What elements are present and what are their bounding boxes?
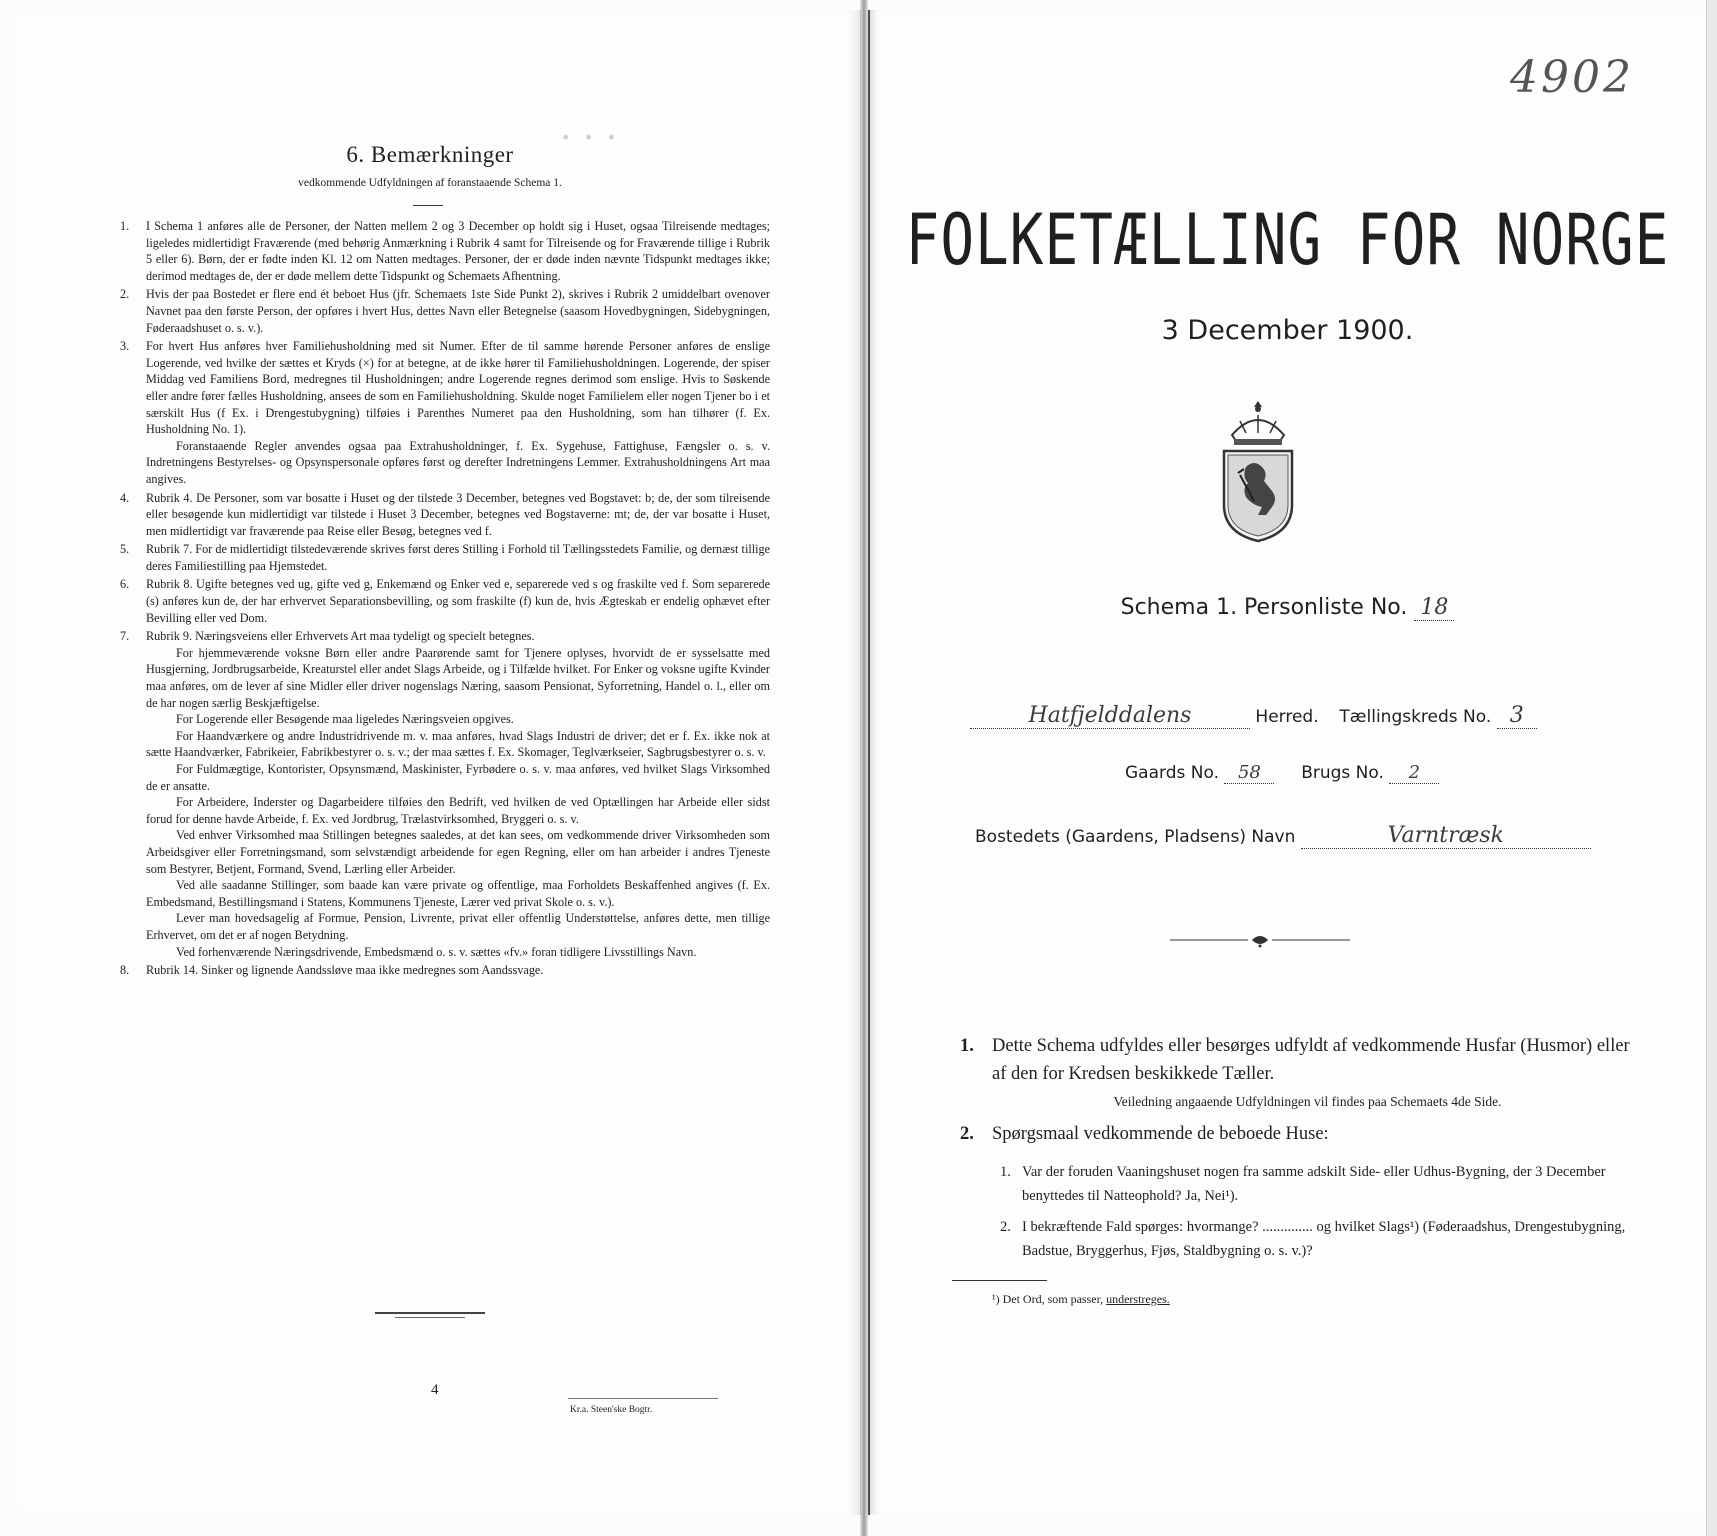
title-divider bbox=[413, 205, 443, 206]
remark-number: 6. bbox=[120, 577, 130, 592]
bleed-through-text: · · · bbox=[560, 118, 618, 159]
remark-paragraph: Lever man hovedsagelig af Formue, Pension, Livrente, privat eller offentlig Understøttelse, anføres dette, men tillige Erhvervet, om det er af nogen Betydning. bbox=[146, 911, 770, 942]
remark-number: 3. bbox=[120, 339, 130, 354]
bosted-value: Varntræsk bbox=[1301, 823, 1591, 849]
remark-number: 7. bbox=[120, 629, 130, 644]
remark-item bbox=[120, 286, 770, 336]
archive-number: 4902 bbox=[1510, 52, 1634, 103]
instruction-1-text: Dette Schema udfyldes eller besørges udfyldt af vedkommende Husfar (Husmor) eller af den for Kredsen beskikkede Tæller. bbox=[992, 1036, 1630, 1084]
remark-number: 5. bbox=[120, 542, 130, 557]
remark-number: 1. bbox=[120, 219, 130, 233]
question-1-number: 1. bbox=[1000, 1164, 1011, 1180]
herred-value: Hatfjelddalens bbox=[970, 703, 1250, 729]
footnote-prefix: ¹) Det Ord, som passer, bbox=[992, 1292, 1104, 1306]
remarks-subtitle: vedkommende Udfyldningen af foranstaaende Schema 1. bbox=[298, 177, 562, 189]
schema-label: Schema 1. Personliste No. bbox=[1120, 595, 1408, 620]
end-rule-thin bbox=[395, 1317, 465, 1318]
footnote-underlined: understreges. bbox=[1106, 1292, 1170, 1306]
brugs-value: 2 bbox=[1389, 762, 1439, 784]
end-rule bbox=[375, 1312, 485, 1314]
instruction-2-number: 2. bbox=[960, 1124, 974, 1144]
remark-item bbox=[120, 962, 770, 979]
question-1-text: Var der foruden Vaaningshuset nogen fra samme adskilt Side- eller Udhus-Bygning, der 3 December benyttedes til Natteophold? Ja, Nei¹). bbox=[1022, 1164, 1606, 1204]
remark-number: 4. bbox=[120, 490, 130, 505]
instruction-1 bbox=[960, 1032, 1640, 1088]
left-page bbox=[20, 10, 861, 1515]
ornament-divider-icon bbox=[1170, 933, 1350, 949]
remark-paragraph: For Fuldmægtige, Kontorister, Opsynsmænd, Maskinister, Fyrbødere o. s. v. maa anføres, ved hvilket Slags Virksomhed de er ansatte. bbox=[146, 762, 770, 793]
personliste-number: 18 bbox=[1414, 595, 1454, 621]
remark-paragraph: Ved forhenværende Næringsdrivende, Embedsmænd o. s. v. sættes «fv.» foran tidligere Livsstillings Navn. bbox=[176, 944, 697, 959]
page-edge bbox=[1706, 0, 1717, 1536]
remark-paragraph: Rubrik 8. Ugifte betegnes ved ug, gifte ved g, Enkemænd og Enker ved e, separerede ved s og fraskilte ved f. Som separerede (s) anføres kun de, der har erhvervet Separationsbevilling, og som fraskilte (f) kun de, hvis Ægteskab er endelig ophævet efter Bevilling eller ved Dom. bbox=[146, 577, 770, 625]
coat-of-arms-icon bbox=[1210, 395, 1306, 545]
remark-paragraph: For Arbeidere, Inderster og Dagarbeidere tilføies den Bedrift, ved hvilken de ved Optællingen har Arbeide eller sidst forud for denne havde Arbeide, f. Ex. ved Jordbrug, Trælastvirksomhed, Bryggeri o. s. v. bbox=[146, 795, 770, 826]
remark-paragraph: For Logerende eller Besøgende maa ligeledes Næringsveien opgives. bbox=[176, 712, 514, 727]
printer-imprint: Kr.a. Steen'ske Bogtr. bbox=[570, 1405, 653, 1415]
remarks-list bbox=[120, 218, 770, 981]
remark-item bbox=[120, 218, 770, 284]
remark-paragraph: For hjemmeværende voksne Børn eller andre Paarørende samt for Tjenere oplyses, hvorvidt de er sysselsatte med Husgjerning, Jordbrugsarbeide, Kreaturstel eller andet Slags Arbeide, og i Tilfælde hvilket. For Enker og voksne ugifte Kvinder maa anføres, om de lever af sine Midler eller driver nogenslags Næring, saasom Pensionat, Syforretning, Handel o. l., eller om de har nogen særlig Beskjæftigelse. bbox=[146, 645, 770, 710]
remark-item bbox=[120, 338, 770, 487]
bosted-label: Bostedets (Gaardens, Pladsens) Navn bbox=[975, 827, 1296, 847]
remark-paragraph: Rubrik 9. Næringsveiens eller Erhvervets Art maa tydeligt og specielt betegnes. bbox=[146, 629, 535, 644]
instruction-2-text: Spørgsmaal vedkommende de beboede Huse: bbox=[992, 1124, 1329, 1144]
remark-paragraph: Rubrik 14. Sinker og lignende Aandssløve maa ikke medregnes som Aandssvage. bbox=[146, 963, 544, 978]
printer-rule bbox=[568, 1398, 718, 1399]
remark-paragraph: Hvis der paa Bostedet er flere end ét beboet Hus (jfr. Schemaets 1ste Side Punkt 2), skrives i Rubrik 2 umiddelbart ovenover Navnet paa den første Person, der opføres i hvert Hus, dettes Navn eller Betegnelse (saasom Hovedbygningen, Sidebygningen, Føderaadshuset o. s. v.). bbox=[146, 287, 770, 335]
footnote-rule bbox=[952, 1280, 1047, 1281]
remark-paragraph: Rubrik 7. For de midlertidigt tilstedeværende skrives først deres Stilling i Forhold til Tællingsstedets Familie, og dernæst tillige deres Familiestilling paa Hjemstedet. bbox=[146, 542, 770, 573]
page-number: 4 bbox=[431, 1382, 439, 1398]
right-page bbox=[868, 10, 1705, 1515]
remark-number: 8. bbox=[120, 963, 130, 978]
remark-paragraph: Ved enhver Virksomhed maa Stillingen betegnes saaledes, at det kan sees, om vedkommende driver Virksomheden som Arbeidsgiver eller Forretningsmand, som selvstændigt arbeidende for egen Regning, eller om han arbeider i andres Tjeneste som Bestyrer, Betjent, Formand, Svend, Lærling eller Arbeider. bbox=[146, 828, 770, 876]
remark-item bbox=[120, 628, 770, 960]
census-date: 3 December 1900. bbox=[1161, 315, 1414, 346]
herred-row bbox=[970, 703, 1537, 729]
krets-value: 3 bbox=[1497, 703, 1537, 729]
herred-label: Herred. bbox=[1255, 707, 1319, 727]
remark-item bbox=[120, 576, 770, 626]
question-2-number: 2. bbox=[1000, 1219, 1011, 1235]
remark-paragraph: Rubrik 4. De Personer, som var bosatte i Huset og der tilstede 3 December, betegnes ved Bogstavet: b; de, der som tilreisende eller besøgende kun midlertidigt var tilstede i Huset 3 December, betegnes ved Bogstaverne: mt; de, der var bosatte i Huset, men midlertidigt var fraværende paa Reise eller Besøg, betegnes ved f. bbox=[146, 490, 770, 538]
remark-paragraph: I Schema 1 anføres alle de Personer, der Natten mellem 2 og 3 December op holdt sig i Huset, ogsaa Tilreisende medtages; ligeledes midlertidigt Fraværende (med behørig Anmærkning i Rubrik 4 samt for Tilreisende og for Fraværende tillige i Rubrik 5 eller 6). Børn, der er fødte inden Kl. 12 om Natten medtages. Personer, der er døde inden nævnte Tidspunkt medtages ikke; derimod medtages de, der er døde mellem dette Tidspunkt og Schemaets Afhentning. bbox=[146, 219, 770, 283]
schema-line bbox=[870, 595, 1705, 621]
remark-number: 2. bbox=[120, 287, 130, 302]
instruction-1-number: 1. bbox=[960, 1036, 974, 1056]
remark-paragraph: For hvert Hus anføres hver Familiehusholdning med sit Numer. Efter de til samme hørende Personer anføres de enslige Logerende, ved hvilke der sættes et Kryds (×) for at betegne, at de ikke hører til Familiehusholdningen. Logerende, der spiser Middag ved Familiens Bord, medregnes til Husholdningen; andre Logerende regnes derimod som enslige. Hvis to Søskende eller andre fører fælles Husholdning, ansees de som en Familiehusholdning. Skulde noget Familielem eller nogen Tjener bo i et særskilt Hus (f Ex. i Drengestubygning) tilføies i Parenthes Numeret paa den Husholdning, som han tilhører (f. Ex. Husholdning No. 1). bbox=[146, 339, 770, 437]
gaards-value: 58 bbox=[1224, 762, 1274, 784]
krets-label: Tællingskreds No. bbox=[1339, 707, 1492, 727]
remarks-title: 6. Bemærkninger bbox=[346, 142, 514, 167]
instruction-1-note: Veiledning angaaende Udfyldningen vil findes paa Schemaets 4de Side. bbox=[1113, 1094, 1502, 1109]
gaard-row bbox=[1125, 762, 1439, 784]
instruction-2 bbox=[960, 1120, 1640, 1148]
census-title: FOLKETÆLLING FOR NORGE bbox=[905, 200, 1670, 282]
remark-paragraph: For Haandværkere og andre Industridrivende m. v. maa anføres, hvad Slags Industri de driver; det er f. Ex. ikke nok at sætte Haandværker, Fabrikeier, Fabrikbestyrer o. s. v.; der maa sættes f. Ex. Skomager, Teglværkseier, Sagbrugsbestyrer o. s. v. bbox=[146, 728, 770, 760]
question-2-text: I bekræftende Fald spørges: hvormange? .............. og hvilket Slags¹) (Føderaadshus, Drengestubygning, Badstue, Bryggerhus, Fjøs, Staldbygning o. s. v.)? bbox=[1022, 1219, 1626, 1259]
brugs-label: Brugs No. bbox=[1301, 763, 1384, 783]
gaards-label: Gaards No. bbox=[1125, 763, 1219, 783]
bosted-row bbox=[975, 823, 1591, 849]
remark-item bbox=[120, 490, 770, 540]
remark-paragraph: Foranstaaende Regler anvendes ogsaa paa Extrahusholdninger, f. Ex. Sygehuse, Fattighuse, Fængsler o. s. v. Indretningens Bestyrelses- og Opsynspersonale opføres først og derefter Indretningens Lemmer. Extrahusholdningens Art maa angives. bbox=[146, 438, 770, 486]
book-spine bbox=[860, 0, 868, 1536]
footnote bbox=[992, 1292, 1170, 1307]
remark-item bbox=[120, 541, 770, 574]
question-1 bbox=[1000, 1160, 1670, 1208]
question-2 bbox=[1000, 1215, 1670, 1263]
remark-paragraph: Ved alle saadanne Stillinger, som baade kan være private og offentlige, maa Forholdets Beskaffenhed angives (f. Ex. Embedsmand, Bestillingsmand i Statens, Kommunens Tjeneste, Lærer ved privat Skole o. s. v.). bbox=[146, 878, 770, 909]
